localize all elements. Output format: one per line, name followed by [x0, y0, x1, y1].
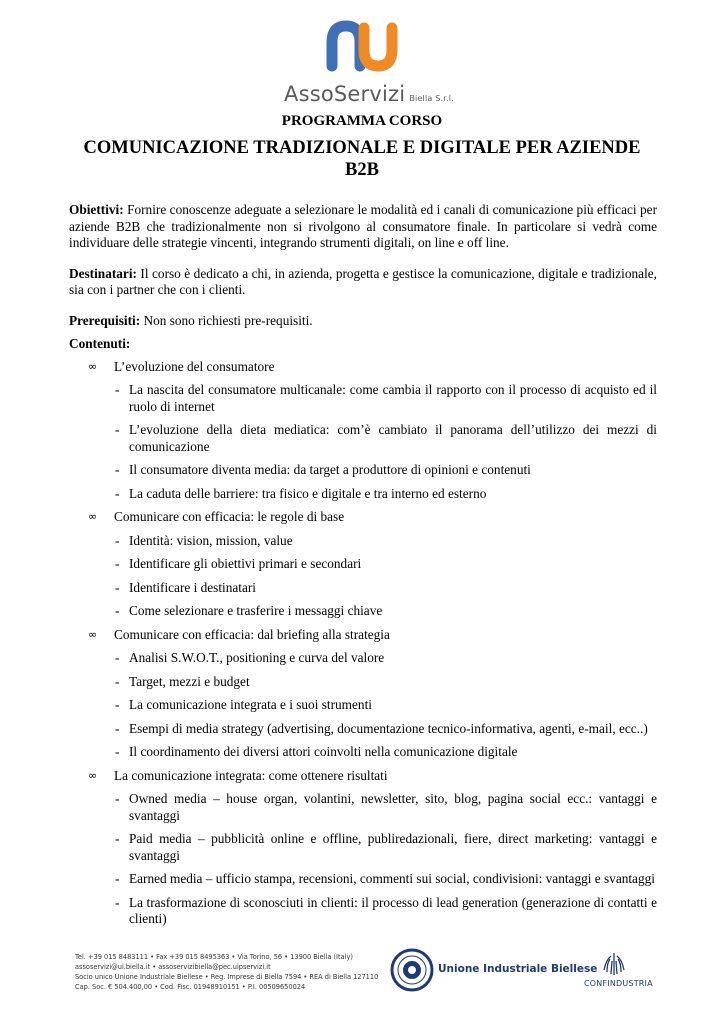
topic-title: Comunicare con efficacia: le regole di base	[114, 509, 345, 524]
list-item-text: Earned media – ufficio stampa, recensioni, commenti sui social, condivisioni: vantaggi e svantaggi	[129, 871, 655, 886]
dash-bullet: -	[115, 382, 120, 397]
list-item-text: La nascita del consumatore multicanale: come cambia il rapporto con il processo di acquisto ed il ruolo di internet	[129, 382, 657, 414]
list-item-text: La caduta delle barriere: tra fisico e digitale e tra interno ed esterno	[129, 485, 487, 501]
list-item-text: Paid media – pubblicità online e offline, publiredazionali, fiere, direct marketing: vantaggi e svantaggi	[129, 831, 657, 863]
list-item-text: L’evoluzione della dieta mediatica: com’è cambiato il panorama dell’utilizzo dei mezzi di comunicazione	[129, 422, 657, 454]
confindustria-eagle-icon	[600, 950, 628, 978]
prerequisiti-text: Non sono richiesti pre-requisiti.	[140, 312, 313, 328]
footer-line: Socio unico Unione Industriale Biellese • Reg. Imprese di Biella 7594 • REA di Biella 127110	[75, 973, 379, 981]
logo-sub: Biella S.r.l.	[409, 94, 454, 103]
list-item	[69, 556, 657, 573]
contenuti-heading: Contenuti:	[69, 336, 131, 351]
dash-bullet: -	[115, 831, 120, 846]
list-item-text: Target, mezzi e budget	[129, 673, 250, 689]
list-item-text: Identificare gli obiettivi primari e secondari	[129, 556, 362, 571]
logo	[0, 20, 724, 106]
infinity-bullet-icon: ∞	[88, 359, 98, 373]
document-body	[69, 202, 657, 935]
prerequisiti-paragraph	[69, 313, 657, 330]
list-item	[69, 721, 657, 738]
unione-industriale-label: Unione Industriale Biellese	[438, 963, 598, 975]
footer-line: Cap. Soc. € 504.400,00 • Cod. Fisc. 01948910151 • P.I. 00509650024	[75, 983, 306, 991]
topic-title: L’evoluzione del consumatore	[114, 358, 275, 374]
obiettivi-label: Obiettivi:	[69, 202, 124, 217]
list-item-text: Analisi S.W.O.T., positioning e curva del valore	[129, 650, 385, 665]
topic-item	[69, 359, 657, 376]
list-item	[69, 674, 657, 691]
list-item-text: La trasformazione di sconosciuti in clienti: il processo di lead generation (generazione di contatti e clienti)	[129, 894, 657, 926]
logo-wordmark	[284, 82, 454, 106]
infinity-bullet-icon: ∞	[88, 627, 98, 641]
infinity-bullet-icon: ∞	[88, 768, 98, 782]
topic-title: Comunicare con efficacia: dal briefing alla strategia	[114, 626, 390, 642]
dash-bullet: -	[115, 894, 120, 910]
dash-bullet: -	[115, 422, 120, 437]
list-item	[69, 486, 657, 503]
dash-bullet: -	[115, 871, 120, 886]
confindustria-label: CONFINDUSTRIA	[584, 979, 653, 988]
topic-item	[69, 627, 657, 644]
footer-contact-block	[75, 952, 378, 992]
obiettivi-text: Fornire conoscenze adeguate a selezionare le modalità ed i canali di comunicazione più efficaci per aziende B2B che tradizionalmente non si rivolgono al consumatore finale. In particolare si vedrà come individuare delle strategie vincenti, integrando strumenti digitali, on line e off line.	[69, 202, 657, 250]
list-item-text: Identificare i destinatari	[129, 579, 256, 595]
dash-bullet: -	[115, 650, 120, 665]
list-item	[69, 382, 657, 415]
list-item	[69, 650, 657, 667]
infinity-bullet-icon: ∞	[88, 510, 98, 523]
list-item	[69, 422, 657, 455]
list-item-text: Owned media – house organ, volantini, newsletter, sito, blog, pagina social ecc.: vantaggi e svantaggi	[129, 791, 657, 823]
topic-title: La comunicazione integrata: come ottenere risultati	[114, 767, 388, 783]
program-label: PROGRAMMA CORSO	[281, 113, 443, 129]
course-title: COMUNICAZIONE TRADIZIONALE E DIGITALE PER AZIENDE B2B	[83, 138, 641, 180]
dash-bullet: -	[115, 603, 120, 618]
dash-bullet: -	[115, 673, 120, 689]
footer	[0, 946, 724, 1006]
dash-bullet: -	[115, 744, 120, 759]
footer-line: Tel. +39 015 8483111 • Fax +39 015 8495363 • Via Torino, 56 • 13900 Biella (Italy)	[75, 953, 353, 961]
list-item	[69, 580, 657, 597]
list-item	[69, 462, 657, 479]
destinatari-label: Destinatari:	[69, 265, 137, 281]
list-item-text: Come selezionare e trasferire i messaggi chiave	[129, 603, 383, 618]
topic-item	[69, 768, 657, 785]
list-item	[69, 871, 657, 888]
footer-line: assoservizi@ui.biella.it • assoservizibiella@pec.uipservizi.it	[75, 963, 271, 971]
dash-bullet: -	[115, 485, 120, 501]
dash-bullet: -	[115, 579, 120, 595]
list-item-text: Identità: vision, mission, value	[129, 532, 293, 548]
dash-bullet: -	[115, 556, 120, 571]
list-item-text: La comunicazione integrata e i suoi strumenti	[129, 697, 372, 712]
obiettivi-paragraph	[69, 202, 657, 252]
unione-industriale-seal-icon	[390, 948, 434, 992]
logo-name: AssoServizi	[284, 82, 406, 106]
list-item-text: Il coordinamento dei diversi attori coinvolti nella comunicazione digitale	[129, 744, 518, 759]
dash-bullet: -	[115, 532, 120, 548]
list-item-text: Il consumatore diventa media: da target a produttore di opinioni e contenuti	[129, 462, 531, 477]
list-item	[69, 895, 657, 928]
topic-item	[69, 509, 657, 526]
list-item	[69, 744, 657, 761]
list-item-text: Esempi di media strategy (advertising, documentazione tecnico-informativa, agenti, e-mail, ecc..)	[129, 720, 648, 736]
list-item	[69, 791, 657, 824]
dash-bullet: -	[115, 791, 120, 806]
list-item	[69, 603, 657, 620]
list-item	[69, 533, 657, 550]
dash-bullet: -	[115, 720, 120, 736]
list-item	[69, 697, 657, 714]
dash-bullet: -	[115, 697, 120, 712]
prerequisiti-label: Prerequisiti:	[69, 312, 141, 328]
dash-bullet: -	[115, 462, 120, 477]
assoservizi-logo-mark	[326, 20, 398, 72]
destinatari-text: Il corso è dedicato a chi, in azienda, progetta e gestisce la comunicazione, digitale e tradizionale, sia con i partner che con i clienti.	[69, 265, 657, 297]
destinatari-paragraph	[69, 266, 657, 299]
list-item	[69, 831, 657, 864]
